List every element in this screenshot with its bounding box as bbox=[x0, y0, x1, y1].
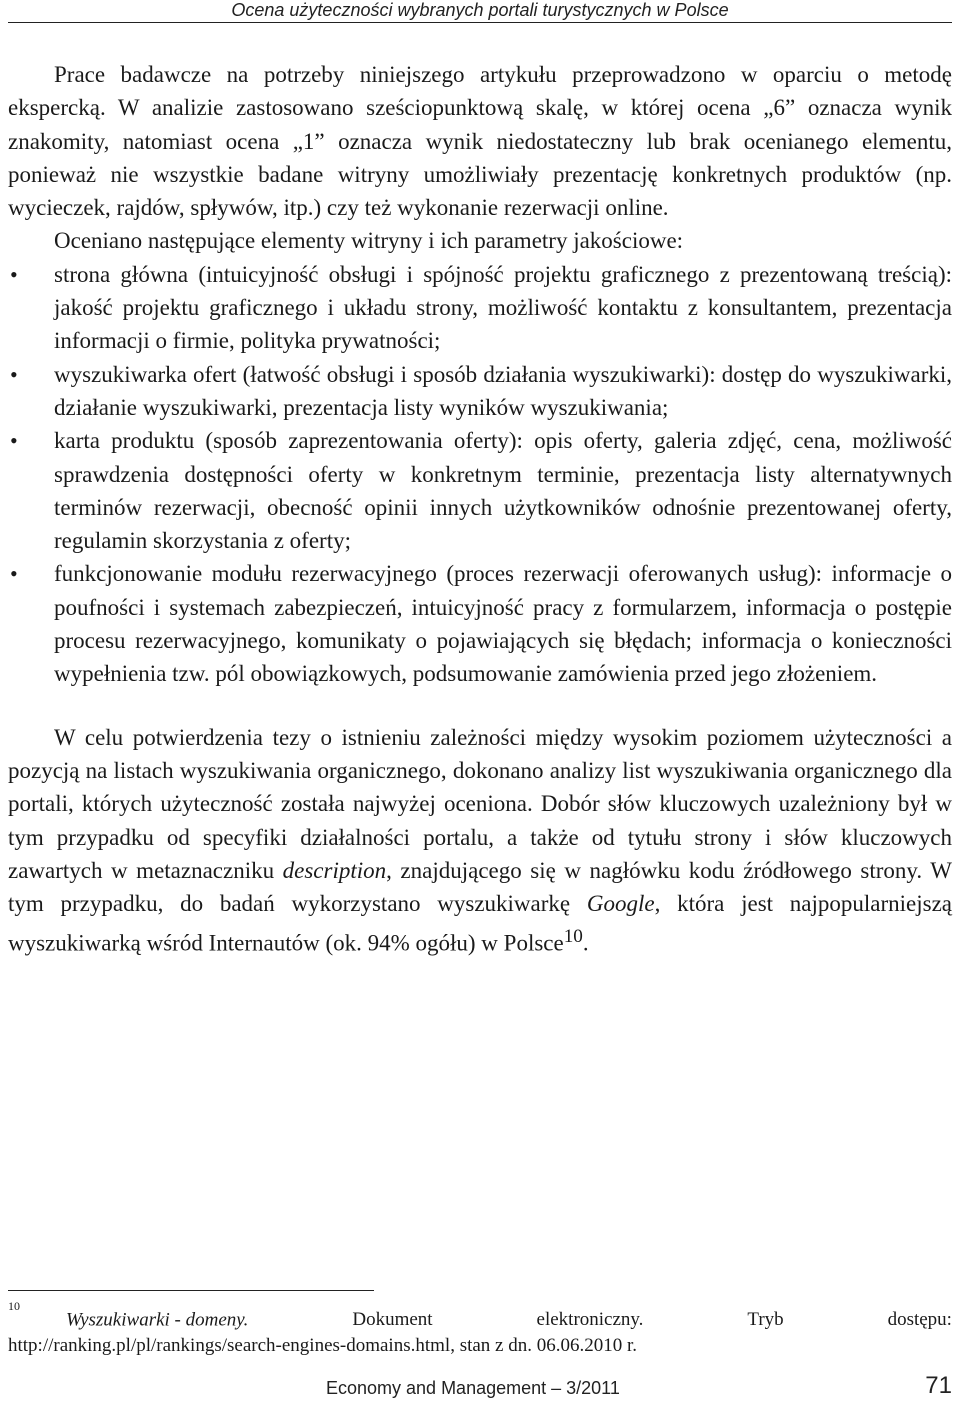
list-item bbox=[8, 557, 952, 690]
list-item bbox=[8, 258, 952, 358]
bullet-icon: • bbox=[10, 361, 18, 387]
footnote-reference[interactable]: 10 bbox=[563, 926, 583, 948]
journal-name: Economy and Management – 3/2011 bbox=[326, 1378, 620, 1398]
footnote-line-1 bbox=[8, 1301, 952, 1333]
footnote bbox=[8, 1301, 952, 1359]
footnote-text: Tryb bbox=[747, 1309, 784, 1331]
footnote-url[interactable]: http://ranking.pl/pl/rankings/search-engines-domains.html, stan z dn. 06.06.2010 r. bbox=[8, 1335, 638, 1357]
footnote-text: Dokument bbox=[352, 1309, 433, 1331]
footnote-title: Wyszukiwarki - domeny. bbox=[66, 1309, 249, 1331]
footnote-text: elektroniczny. bbox=[536, 1309, 644, 1331]
bullet-icon: • bbox=[10, 561, 18, 587]
list-item bbox=[8, 424, 952, 557]
term-description: description bbox=[282, 857, 387, 883]
running-header: Ocena użyteczności wybranych portali turystycznych w Polsce bbox=[231, 0, 729, 20]
bullet-icon: • bbox=[10, 428, 18, 454]
list-item-text: karta produktu (sposób zaprezentowania oferty): opis oferty, galeria zdjęć, cena, możliwość sprawdzenia dostępności oferty w konkretnym terminie, prezentacja listy alternatywnych terminów rezerwacji, obecność opinii innych użytkowników odnośnie prezentowanej oferty, regulamin skorzystania z oferty; bbox=[54, 428, 952, 554]
paragraph-search-analysis bbox=[8, 721, 952, 961]
bullet-icon: • bbox=[10, 261, 18, 287]
paragraph-elements-intro: Oceniano następujące elementy witryny i ich parametry jakościowe: bbox=[54, 228, 684, 254]
paragraph-text: , znajdującego się w nagłówku kodu źródłowego strony. W tym przypadku, do badań wykorzystano wyszukiwarkę bbox=[8, 857, 952, 917]
evaluated-elements-list bbox=[8, 258, 952, 691]
footnote-text: dostępu: bbox=[887, 1309, 952, 1331]
footnote-source bbox=[8, 1301, 248, 1333]
term-google: Google bbox=[586, 891, 655, 917]
header-rule bbox=[8, 22, 952, 23]
paragraph-method: Prace badawcze na potrzeby niniejszego artykułu przeprowadzono w oparciu o metodę ekspercką. W analizie zastosowano sześciopunktową skalę, w której ocena „6” oznacza wynik znakomity, natomiast ocena „1” oznacza wynik niedostateczny lub brak ocenianego elementu, ponieważ nie wszystkie badane witryny umożliwiały prezentację konkretnych produktów (np. wycieczek, rajdów, spływów, itp.) czy też wykonanie rezerwacji online. bbox=[8, 62, 952, 221]
footnote-rule bbox=[8, 1290, 374, 1291]
article-body bbox=[8, 58, 952, 960]
footnote-number: 10 bbox=[8, 1299, 20, 1313]
list-item-text: funkcjonowanie modułu rezerwacyjnego (proces rezerwacji oferowanych usług): informacje o poufności i systemach zabezpieczeń, intuicyjność pracy z formularzem, informacja o postępie procesu rezerwacyjnego, komunikaty o pojawiających się błędach; informacja o konieczności wypełnienia tzw. pól obowiązkowych, podsumowanie zamówienia przed jego złożeniem. bbox=[54, 561, 952, 687]
list-item bbox=[8, 358, 952, 425]
paragraph-text: . bbox=[582, 931, 589, 957]
paragraph-text: W celu potwierdzenia tezy o istnieniu zależności między wysokim poziomem użyteczności a pozycją na listach wyszukiwania organicznego, dokonano analizy list wyszukiwania organicznego dla portali, których użyteczność została najwyżej oceniona. Dobór słów kluczowych uzależniony był w tym przypadku od specyfiki działalności portalu, a także od tytułu strony i słów kluczowych zawartych w metaznaczniku bbox=[8, 724, 952, 883]
paragraph-text: , która jest najpopularniejszą wyszukiwarką wśród Internautów (ok. 94% ogółu) w Polsce bbox=[8, 891, 952, 957]
list-item-text: strona główna (intuicyjność obsługi i spójność projektu graficznego z prezentowaną treścią): jakość projektu graficznego i układu strony, możliwość kontaktu z konsultantem, prezentacja informacji o firmie, polityka prywatności; bbox=[54, 261, 952, 354]
list-item-text: wyszukiwarka ofert (łatwość obsługi i sposób działania wyszukiwarki): dostęp do wyszukiwarki, działanie wyszukiwarki, prezentacja listy wyników wyszukiwania; bbox=[54, 361, 952, 420]
page-number: 71 bbox=[925, 1372, 952, 1399]
